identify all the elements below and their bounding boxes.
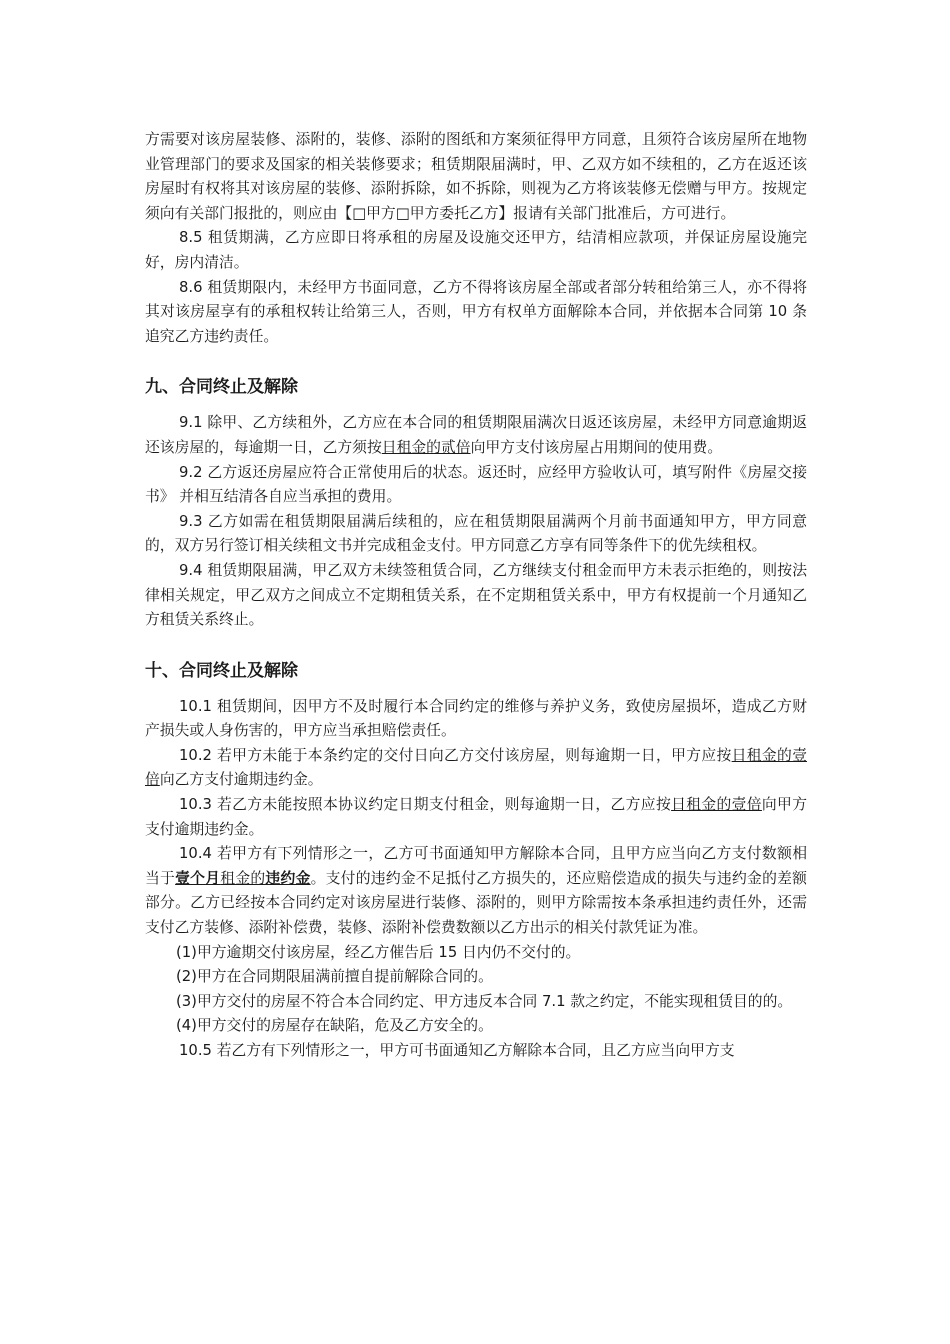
clause-10-4-item-4: (4)甲方交付的房屋存在缺陷，危及乙方安全的。 [176,1017,493,1035]
clause-9-1-text-a: 9.1 除甲、乙方续租外，乙方应在本合同的租赁期限届满次日返还该房屋，未经甲方同意逾期返还该房屋的，每逾期一日，乙方须按 [145,414,807,456]
clause-8-4-continuation: 方需要对该房屋装修、添附的，装修、添附的图纸和方案须征得甲方同意，且须符合该房屋所在地物业管理部门的要求及国家的相关装修要求；租赁期限届满时，甲、乙双方如不续租的，乙方在返还该房屋时有权将其对该房屋的装修、添附拆除，如不拆除，则视为乙方将该装修无偿赠与甲方。按规定须向有关部门报批的，则应由【□甲方□甲方委托乙方】报请有关部门批准后，方可进行。 [145,131,807,222]
document-body [145,128,807,1064]
clause-9-1-text-b: 向甲方支付该房屋占用期间的使用费。 [470,438,723,456]
clause-9-3: 9.3 乙方如需在租赁期限届满后续租的，应在租赁期限届满两个月前书面通知甲方，甲方同意的，双方另行签订相关续租文书并完成租金支付。甲方同意乙方享有同等条件下的优先续租权。 [145,512,807,555]
clause-10-2-text-a: 10.2 若甲方未能于本条约定的交付日向乙方交付该房屋，则每逾期一日，甲方应按 [179,746,732,764]
clause-10-2-underlined: 日租金的壹倍 [145,746,807,789]
clause-10-2 [145,744,807,793]
clause-10-4-item-3: (3)甲方交付的房屋不符合本合同约定、甲方违反本合同 7.1 款之约定，不能实现租赁目的的。 [176,992,793,1010]
clause-10-2-text-b: 向乙方支付逾期违约金。 [159,771,323,789]
clause-10-5: 10.5 若乙方有下列情形之一，甲方可书面通知乙方解除本合同，且乙方应当向甲方支 [179,1042,735,1059]
clause-10-4-text-a: 10.4 若甲方有下列情形之一，乙方可书面通知甲方解除本合同，且甲方应当向乙方支付数额相当于 [145,845,807,887]
clause-8-5: 8.5 租赁期满，乙方应即日将承租的房屋及设施交还甲方，结清相应款项，并保证房屋设施完好，房内清洁。 [145,229,807,271]
clause-9-1 [145,411,807,460]
clause-9-1-underlined: 日租金的贰倍 [381,438,471,456]
clause-10-4-item-1: (1)甲方逾期交付该房屋，经乙方催告后 15 日内仍不交付的。 [176,943,581,961]
clause-10-3-underlined: 日租金的壹倍 [671,796,762,814]
clause-10-3 [145,793,807,842]
clause-10-4-underlined-mid: 租金的 [220,869,266,887]
clause-10-4 [145,842,807,940]
clause-10-3-text-a: 10.3 若乙方未能按照本协议约定日期支付租金，则每逾期一日，乙方应按 [179,796,672,814]
section-9-heading: 九、合同终止及解除 [145,377,298,398]
clause-10-1: 10.1 租赁期间，因甲方不及时履行本合同约定的维修与养护义务，致使房屋损坏，造成乙方财产损失或人身伤害的，甲方应当承担赔偿责任。 [145,697,807,740]
section-10-heading: 十、合同终止及解除 [145,660,298,681]
clause-10-3-text-b: 向甲方支付逾期违约金。 [145,796,807,838]
clause-10-4-text-b: 。支付的违约金不足抵付乙方损失的，还应赔偿造成的损失与违约金的差额部分。乙方已经按本合同约定对该房屋进行装修、添附的，则甲方除需按本条承担违约责任外，还需支付乙方装修、添附补偿费，装修、添附补偿费数额以乙方出示的相关付款凭证为准。 [145,869,807,937]
clause-9-4: 9.4 租赁期限届满，甲乙双方未续签租赁合同，乙方继续支付租金而甲方未表示拒绝的，则按法律相关规定，甲乙双方之间成立不定期租赁关系，在不定期租赁关系中，甲方有权提前一个月通知乙方租赁关系终止。 [145,561,807,629]
clause-8-6: 8.6 租赁期限内，未经甲方书面同意，乙方不得将该房屋全部或者部分转租给第三人，亦不得将其对该房屋享有的承租权转让给第三人，否则，甲方有权单方面解除本合同，并依据本合同第 10 条追究乙方违约责任。 [145,278,807,345]
clause-10-4-item-2: (2)甲方在合同期限届满前擅自提前解除合同的。 [176,968,493,986]
clause-9-2: 9.2 乙方返还房屋应符合正常使用后的状态。返还时，应经甲方验收认可，填写附件《房屋交接书》 并相互结清各自应当承担的费用。 [145,463,807,506]
clause-10-4-bold-underlined-1: 壹个月 [175,869,221,887]
clause-10-4-bold-underlined-2: 违约金 [265,869,311,887]
